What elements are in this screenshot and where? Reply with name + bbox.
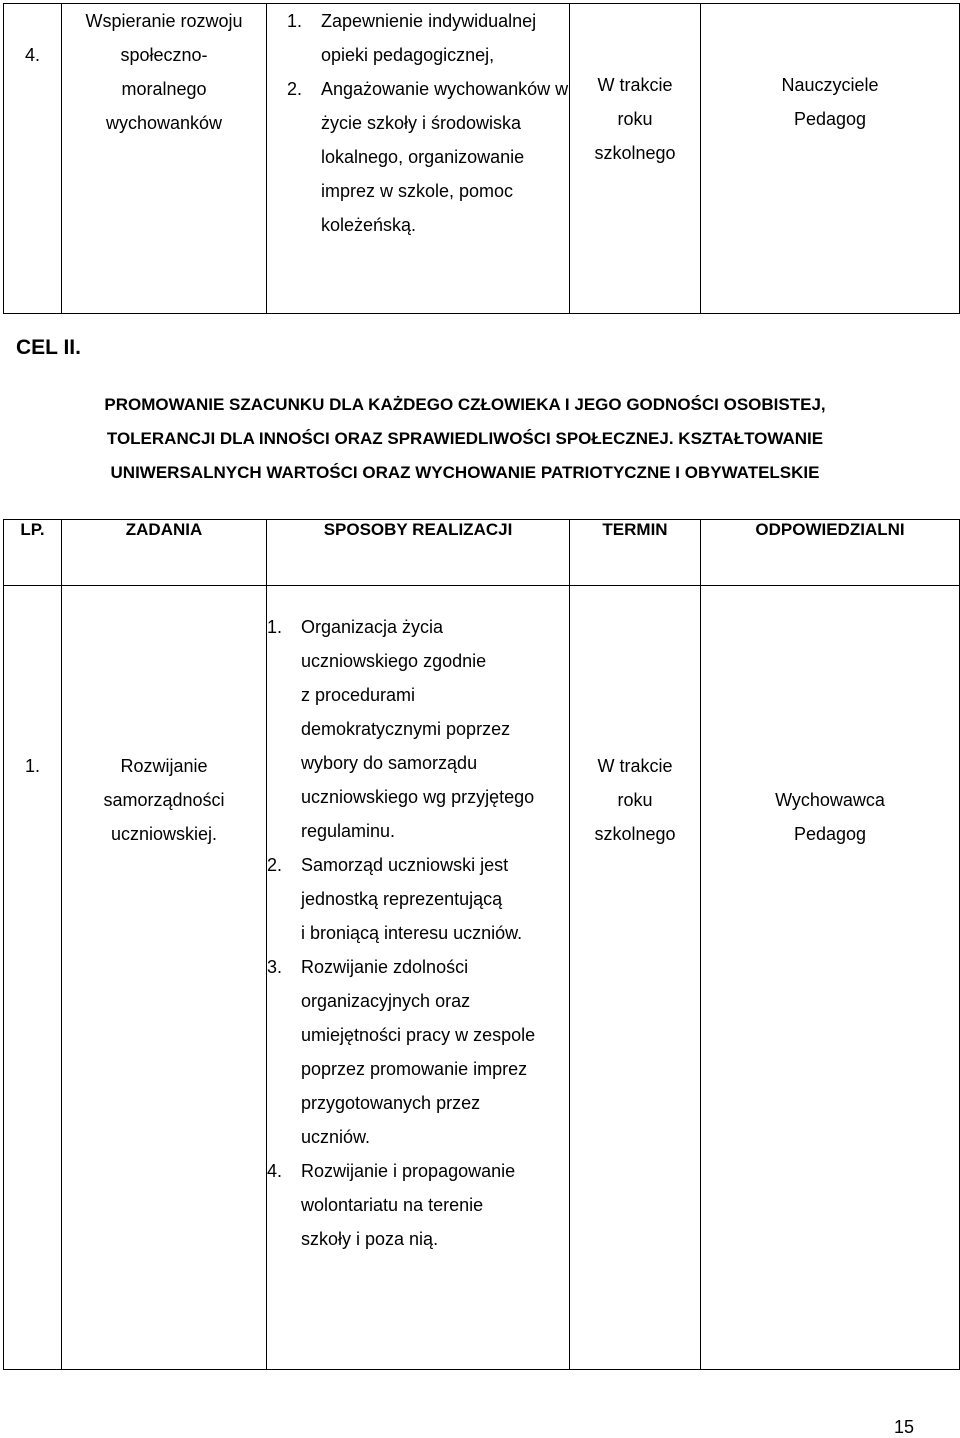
method-number: 3. [267, 957, 283, 977]
method-line: wolontariatu na terenie [301, 1195, 484, 1215]
method-line: Organizacja życia [301, 617, 444, 637]
method-number: 1. [267, 617, 283, 637]
term-line: W trakcie [597, 75, 673, 95]
term-line: W trakcie [597, 756, 673, 776]
method-line: Rozwijanie zdolności [301, 957, 469, 977]
method-line: szkoły i poza nią. [301, 1229, 439, 1249]
header-lp: LP. [4, 520, 62, 586]
goal-table [3, 519, 960, 1370]
row1-lp-cell [4, 586, 62, 1370]
header-zadania: ZADANIA [62, 520, 267, 586]
method-line: poprzez promowanie imprez [301, 1059, 528, 1079]
top-table [3, 3, 960, 314]
term-line: szkolnego [594, 143, 676, 163]
method-number: 2. [267, 855, 283, 875]
method-line: Rozwijanie i propagowanie [301, 1161, 516, 1181]
method-line: Angażowanie wychowanków w [321, 79, 569, 99]
method-line: życie szkoły i środowiska [321, 113, 522, 133]
method-item [267, 610, 569, 848]
method-item [287, 4, 569, 72]
top-zadania-cell [62, 4, 267, 314]
term-line: roku [617, 109, 653, 129]
page-number: 15 [893, 1417, 914, 1437]
task-line: Wspieranie rozwoju [85, 11, 243, 31]
method-item [267, 1154, 569, 1256]
method-line: Zapewnienie indywidualnej [321, 11, 537, 31]
method-line: przygotowanych przez [301, 1093, 481, 1113]
method-line: uczniów. [301, 1127, 371, 1147]
task-line: samorządności [103, 790, 225, 810]
method-line: koleżeńską. [321, 215, 417, 235]
method-line: Samorząd uczniowski jest [301, 855, 509, 875]
section-goal [0, 388, 930, 490]
goal-line: PROMOWANIE SZACUNKU DLA KAŻDEGO CZŁOWIEKA I JEGO GODNOŚCI OSOBISTEJ, [104, 395, 826, 414]
row1-sposoby-cell [267, 586, 570, 1370]
row-number: 4. [24, 45, 40, 65]
method-line: uczniowskiego zgodnie [301, 651, 487, 671]
goal-line: TOLERANCJI DLA INNOŚCI ORAZ SPRAWIEDLIWOŚCI SPOŁECZNEJ. KSZTAŁTOWANIE [106, 429, 824, 448]
method-line: uczniowskiego wg przyjętego [301, 787, 535, 807]
method-line: opieki pedagogicznej, [321, 45, 495, 65]
top-odpowiedzialni-cell [701, 4, 960, 314]
task-line: Rozwijanie [120, 756, 208, 776]
task-line: społeczno- [120, 45, 208, 65]
method-line: imprez w szkole, pomoc [321, 181, 514, 201]
term-line: roku [617, 790, 653, 810]
top-lp-cell [4, 4, 62, 314]
section-title: CEL II. [16, 336, 81, 359]
term-line: szkolnego [594, 824, 676, 844]
goal-line: UNIWERSALNYCH WARTOŚCI ORAZ WYCHOWANIE PATRIOTYCZNE I OBYWATELSKIE [110, 463, 820, 482]
header-odpowiedzialni: ODPOWIEDZIALNI [701, 520, 960, 586]
row1-odpowiedzialni-cell [701, 586, 960, 1370]
method-item [267, 848, 569, 950]
task-line: wychowanków [105, 113, 223, 133]
responsible-line: Wychowawca [775, 790, 885, 810]
method-number: 4. [267, 1161, 283, 1181]
method-line: regulaminu. [301, 821, 396, 841]
responsible-line: Pedagog [793, 109, 867, 129]
method-number: 1. [287, 11, 303, 31]
task-line: uczniowskiej. [110, 824, 218, 844]
row1-termin-cell [570, 586, 701, 1370]
method-line: wybory do samorządu [301, 753, 478, 773]
row1-zadania-cell [62, 586, 267, 1370]
method-line: i broniącą interesu uczniów. [301, 923, 523, 943]
method-line: lokalnego, organizowanie [321, 147, 525, 167]
responsible-line: Pedagog [793, 824, 867, 844]
task-line: moralnego [121, 79, 207, 99]
responsible-line: Nauczyciele [781, 75, 879, 95]
method-item [267, 950, 569, 1154]
method-number: 2. [287, 79, 303, 99]
method-line: demokratycznymi poprzez [301, 719, 511, 739]
top-termin-cell [570, 4, 701, 314]
method-line: jednostką reprezentującą [301, 889, 503, 909]
header-sposoby: SPOSOBY REALIZACJI [267, 520, 570, 586]
method-line: organizacyjnych oraz [301, 991, 471, 1011]
method-item [287, 72, 569, 242]
method-line: z procedurami [301, 685, 416, 705]
row-number: 1. [24, 756, 40, 776]
header-termin: TERMIN [570, 520, 701, 586]
top-sposoby-cell [267, 4, 570, 314]
method-line: umiejętności pracy w zespole [301, 1025, 536, 1045]
